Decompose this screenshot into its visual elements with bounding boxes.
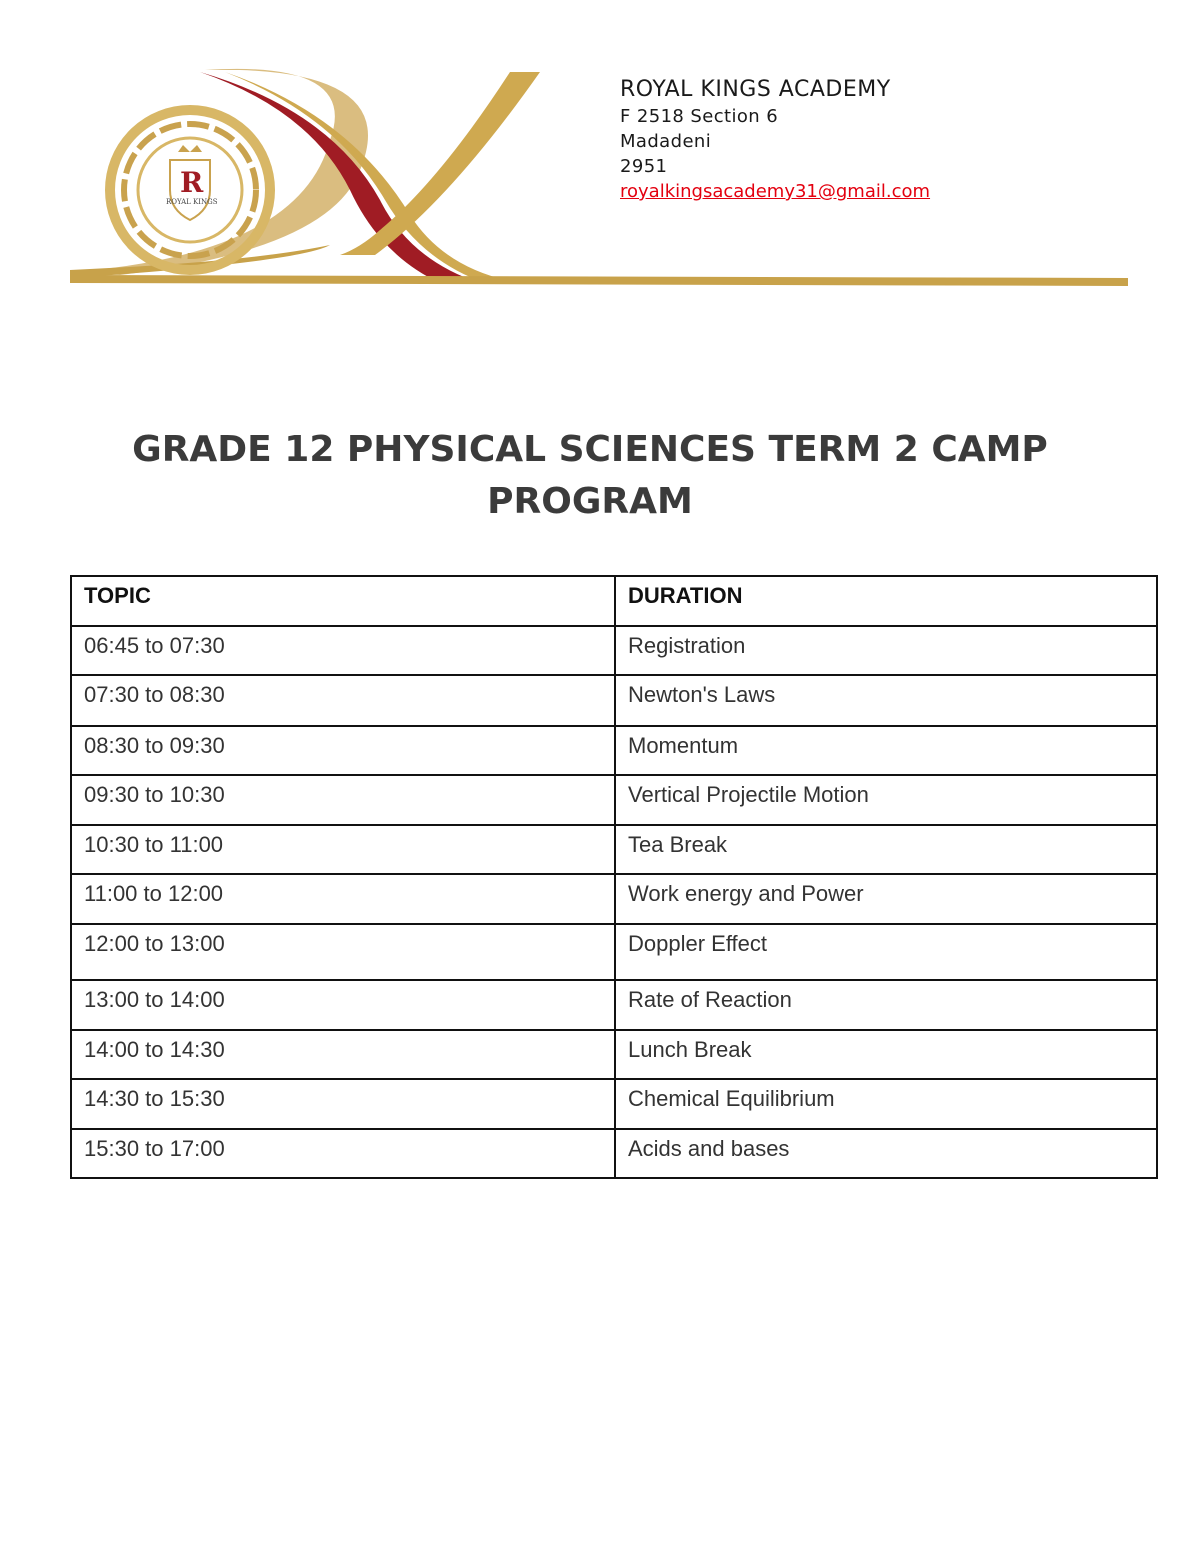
table-row bbox=[71, 874, 1157, 924]
activity-cell: Lunch Break bbox=[615, 1030, 1157, 1079]
table-row bbox=[71, 825, 1157, 874]
time-cell: 14:00 to 14:30 bbox=[71, 1030, 615, 1079]
table-row bbox=[71, 726, 1157, 775]
table-row bbox=[71, 924, 1157, 980]
activity-cell: Tea Break bbox=[615, 825, 1157, 874]
column-header-duration: DURATION bbox=[615, 576, 1157, 626]
column-header-topic: TOPIC bbox=[71, 576, 615, 626]
table-header-row bbox=[71, 576, 1157, 626]
program-table bbox=[70, 575, 1158, 1179]
time-cell: 11:00 to 12:00 bbox=[71, 874, 615, 924]
time-cell: 14:30 to 15:30 bbox=[71, 1079, 615, 1129]
time-cell: 08:30 to 09:30 bbox=[71, 726, 615, 775]
time-cell: 15:30 to 17:00 bbox=[71, 1129, 615, 1178]
logo-text: ROYAL KINGS bbox=[166, 198, 218, 206]
letterhead-swoosh bbox=[0, 0, 1200, 300]
address-line-3: 2951 bbox=[620, 156, 668, 177]
email-link[interactable]: royalkingsacademy31@gmail.com bbox=[620, 181, 931, 202]
activity-cell: Doppler Effect bbox=[615, 924, 1157, 980]
time-cell: 09:30 to 10:30 bbox=[71, 775, 615, 825]
school-address bbox=[620, 76, 930, 204]
table-row bbox=[71, 1079, 1157, 1129]
time-cell: 10:30 to 11:00 bbox=[71, 825, 615, 874]
activity-cell: Acids and bases bbox=[615, 1129, 1157, 1178]
activity-cell: Chemical Equilibrium bbox=[615, 1079, 1157, 1129]
time-cell: 06:45 to 07:30 bbox=[71, 626, 615, 675]
table-row bbox=[71, 1030, 1157, 1079]
school-name: ROYAL KINGS ACADEMY bbox=[620, 77, 891, 102]
table-row bbox=[71, 980, 1157, 1030]
table-row bbox=[71, 775, 1157, 825]
activity-cell: Vertical Projectile Motion bbox=[615, 775, 1157, 825]
activity-cell: Newton's Laws bbox=[615, 675, 1157, 726]
activity-cell: Registration bbox=[615, 626, 1157, 675]
table-row bbox=[71, 675, 1157, 726]
logo-initial: R bbox=[180, 166, 204, 199]
table-row bbox=[71, 626, 1157, 675]
time-cell: 12:00 to 13:00 bbox=[71, 924, 615, 980]
activity-cell: Work energy and Power bbox=[615, 874, 1157, 924]
activity-cell: Rate of Reaction bbox=[615, 980, 1157, 1030]
address-line-2: Madadeni bbox=[620, 131, 712, 152]
time-cell: 13:00 to 14:00 bbox=[71, 980, 615, 1030]
address-line-1: F 2518 Section 6 bbox=[620, 106, 779, 127]
time-cell: 07:30 to 08:30 bbox=[71, 675, 615, 726]
page-title: GRADE 12 PHYSICAL SCIENCES TERM 2 CAMP PROGRAM bbox=[132, 429, 1048, 522]
letterhead bbox=[0, 0, 1200, 300]
activity-cell: Momentum bbox=[615, 726, 1157, 775]
table-row bbox=[71, 1129, 1157, 1178]
